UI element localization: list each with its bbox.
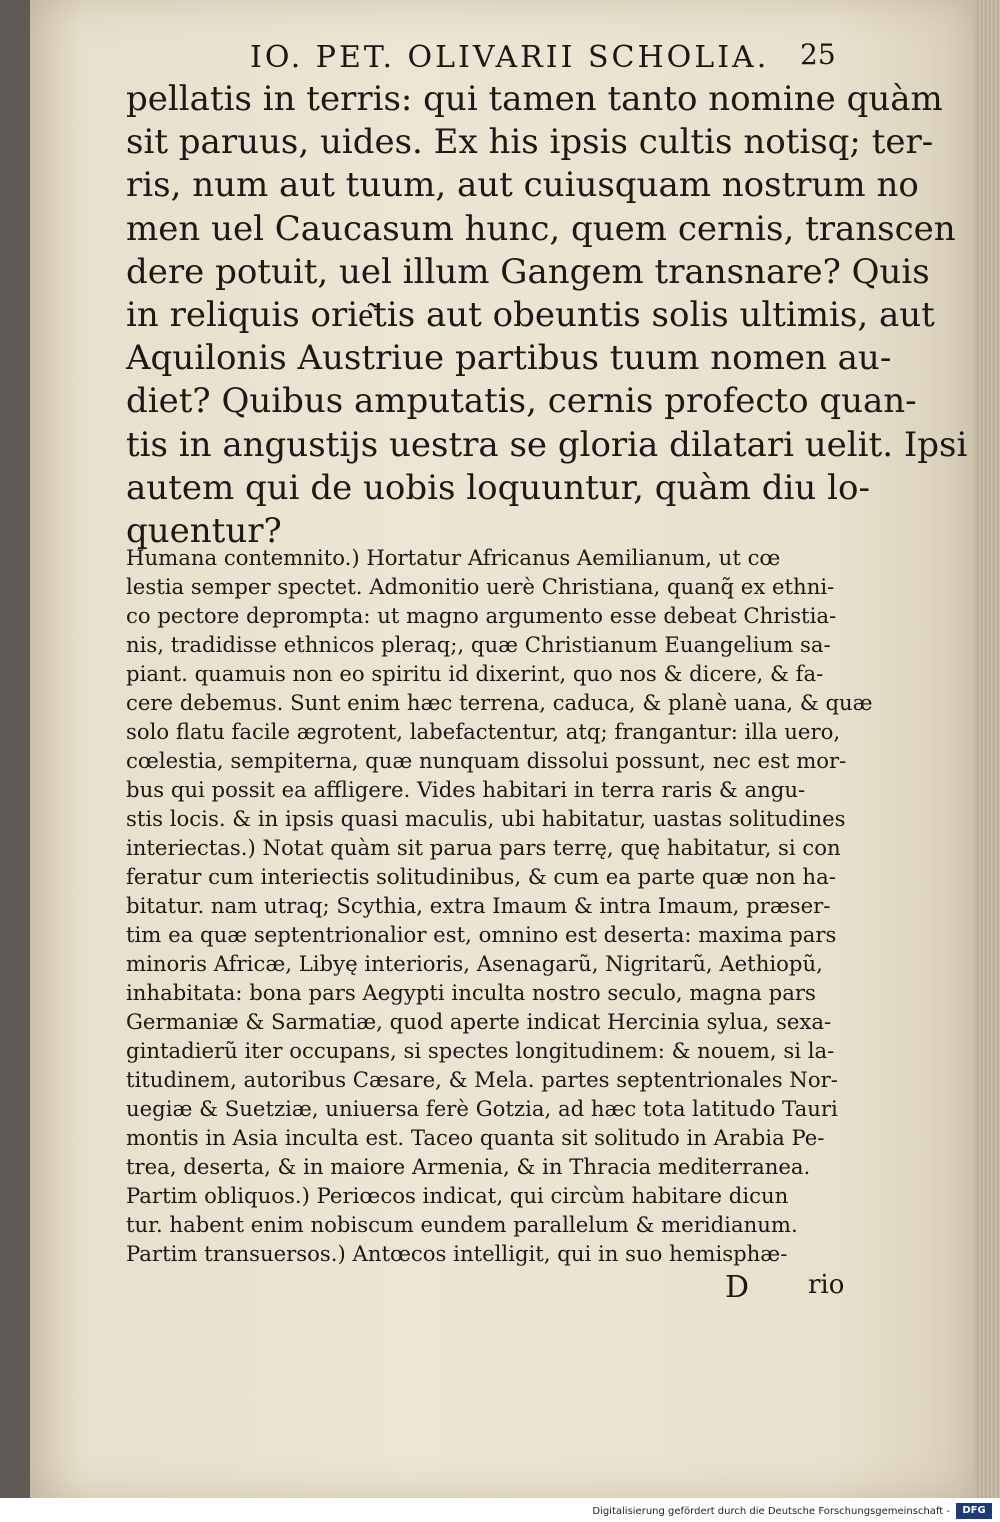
commentary-line: inhabitata: bona pars Aegypti inculta nostro seculo, magna pars bbox=[126, 980, 816, 1005]
commentary-block bbox=[126, 543, 873, 1268]
commentary-line: uegiæ & Suetziæ, uniuersa ferè Gotzia, ad hæc tota latitudo Tauri bbox=[126, 1096, 838, 1121]
signature-mark: D bbox=[725, 1270, 750, 1305]
main-text-block bbox=[126, 78, 968, 553]
catchword: rio bbox=[808, 1270, 845, 1300]
commentary-line: cœlestia, sempiterna, quæ nunquam dissolui possunt, nec est mor- bbox=[126, 748, 847, 773]
commentary-line: titudinem, autoribus Cæsare, & Mela. partes septentrionales Nor- bbox=[126, 1067, 838, 1092]
commentary-line: montis in Asia inculta est. Taceo quanta sit solitudo in Arabia Pe- bbox=[126, 1125, 825, 1150]
commentary-line: nis, tradidisse ethnicos pleraq;, quæ Christianum Euangelium sa- bbox=[126, 632, 831, 657]
commentary-line: bitatur. nam utraq; Scythia, extra Imaum & intra Imaum, præser- bbox=[126, 893, 831, 918]
commentary-line: interiectas.) Notat quàm sit parua pars terrę, quę habitatur, si con bbox=[126, 835, 841, 860]
main-text-line: ris, num aut tuum, aut cuiusquam nostrum no bbox=[126, 165, 919, 206]
main-text-line: sit paruus, uides. Ex his ipsis cultis notisq; ter- bbox=[126, 122, 934, 163]
main-text-line: Aquilonis Austriue partibus tuum nomen au- bbox=[126, 338, 892, 379]
commentary-line: trea, deserta, & in maiore Armenia, & in Thracia mediterranea. bbox=[126, 1154, 811, 1179]
commentary-line: tim ea quæ septentrionalior est, omnino est deserta: maxima pars bbox=[126, 922, 837, 947]
commentary-line: bus qui possit ea affligere. Vides habitari in terra raris & angu- bbox=[126, 777, 806, 802]
main-text-line: tis in angustijs uestra se gloria dilatari uelit. Ipsi bbox=[126, 424, 968, 465]
main-text-line: pellatis in terris: qui tamen tanto nomine quàm bbox=[126, 79, 943, 119]
commentary-line: lestia semper spectet. Admonitio uerè Christiana, quanq̃ ex ethni- bbox=[126, 574, 835, 599]
main-text-line: diet? Quibus amputatis, cernis profecto quan- bbox=[126, 381, 917, 422]
commentary-line: tur. habent enim nobiscum eundem parallelum & meridianum. bbox=[126, 1212, 798, 1237]
commentary-line: minoris Africæ, Libyę interioris, Asenagarũ, Nigritarũ, Aethiopũ, bbox=[126, 951, 823, 976]
commentary-line: Germaniæ & Sarmatiæ, quod aperte indicat Hercinia sylua, sexa- bbox=[126, 1009, 832, 1034]
main-text-line: autem qui de uobis loquuntur, quàm diu lo- bbox=[126, 467, 870, 508]
main-text-line: quentur? bbox=[126, 511, 282, 552]
main-text-line: dere potuit, uel illum Gangem transnare? Quis bbox=[126, 251, 930, 292]
running-head: IO. PET. OLIVARII SCHOLIA. bbox=[250, 40, 770, 75]
funding-notice: Digitalisierung gefördert durch die Deutsche Forschungsgemeinschaft - bbox=[592, 1506, 950, 1517]
commentary-line: stis locis. & in ipsis quasi maculis, ubi habitatur, uastas solitudines bbox=[126, 806, 846, 831]
commentary-line: cere debemus. Sunt enim hæc terrena, caduca, & planè uana, & quæ bbox=[126, 690, 873, 715]
commentary-line: Humana contemnito.) Hortatur Africanus Aemilianum, ut cœ bbox=[126, 545, 781, 570]
page-number: 25 bbox=[800, 38, 836, 71]
commentary-line: Partim transuersos.) Antœcos intelligit, qui in suo hemisphæ- bbox=[126, 1241, 788, 1266]
commentary-line: gintadierũ iter occupans, si spectes longitudinem: & nouem, si la- bbox=[126, 1038, 835, 1063]
commentary-line: Partim obliquos.) Periœcos indicat, qui circùm habitare dicun bbox=[126, 1183, 789, 1208]
main-text-line: in reliquis orie͂tis aut obeuntis solis ultimis, aut bbox=[126, 295, 935, 336]
commentary-line: solo flatu facile ægrotent, labefactentur, atq; frangantur: illa uero, bbox=[126, 719, 841, 744]
main-text-line: men uel Caucasum hunc, quem cernis, transcen bbox=[126, 208, 956, 249]
commentary-line: feratur cum interiectis solitudinibus, & cum ea parte quæ non ha- bbox=[126, 864, 836, 889]
dfg-logo[interactable]: DFG bbox=[956, 1503, 992, 1519]
commentary-line: piant. quamuis non eo spiritu id dixerint, quo nos & dicere, & fa- bbox=[126, 661, 824, 686]
commentary-line: co pectore deprompta: ut magno argumento esse debeat Christia- bbox=[126, 603, 837, 628]
page-edge bbox=[974, 0, 1000, 1498]
